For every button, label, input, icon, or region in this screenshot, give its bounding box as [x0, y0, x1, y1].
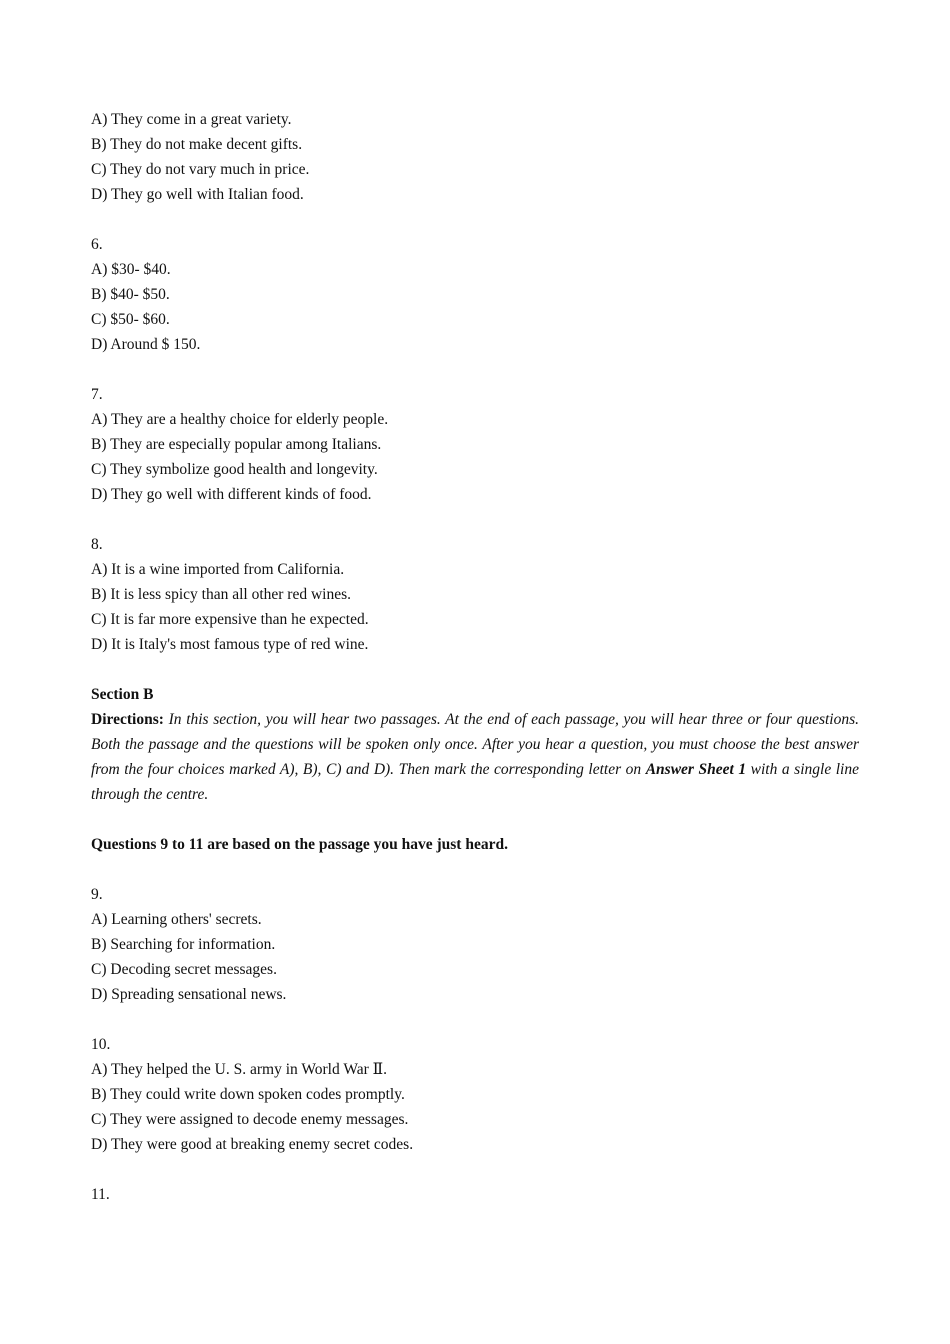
option-c: C) They do not vary much in price.	[91, 161, 310, 178]
question-number: 9.	[91, 886, 103, 903]
option-a: A) Learning others' secrets.	[91, 911, 262, 928]
option-c: C) They were assigned to decode enemy messages.	[91, 1111, 409, 1128]
option-a: A) It is a wine imported from California.	[91, 561, 345, 578]
question-9	[91, 882, 859, 1007]
section-title: Section B	[91, 686, 154, 703]
directions	[91, 707, 859, 807]
option-b: B) It is less spicy than all other red wines.	[91, 586, 352, 603]
option-c: C) They symbolize good health and longevity.	[91, 461, 378, 478]
option-c: C) Decoding secret messages.	[91, 961, 277, 978]
question-6	[91, 232, 859, 357]
option-a: A) $30- $40.	[91, 261, 171, 278]
question-group-heading: Questions 9 to 11 are based on the passage you have just heard.	[91, 836, 508, 853]
option-d: D) They go well with different kinds of food.	[91, 486, 372, 503]
question-number: 8.	[91, 536, 103, 553]
question-11	[91, 1182, 859, 1207]
option-a: A) They are a healthy choice for elderly people.	[91, 411, 389, 428]
option-b: B) $40- $50.	[91, 286, 170, 303]
directions-text: In this section, you will hear two passages. At the end of each passage, you will hear three or four questions. Both the passage and the questions will be spoken only once. After you hear a question, you must choose the best answer from the four choices marked A), B), C) and D). Then mark the corresponding letter on	[91, 711, 859, 778]
question-number: 6.	[91, 236, 103, 253]
option-b: B) They do not make decent gifts.	[91, 136, 303, 153]
question-number: 10.	[91, 1036, 111, 1053]
question-number: 7.	[91, 386, 103, 403]
exam-page	[91, 107, 859, 1207]
option-b: B) Searching for information.	[91, 936, 276, 953]
directions-label: Directions:	[91, 711, 164, 728]
option-d: D) It is Italy's most famous type of red wine.	[91, 636, 369, 653]
option-c: C) $50- $60.	[91, 311, 170, 328]
option-a: A) They come in a great variety.	[91, 111, 292, 128]
option-d: D) Spreading sensational news.	[91, 986, 287, 1003]
option-a: A) They helped the U. S. army in World War Ⅱ.	[91, 1061, 388, 1078]
question-number: 11.	[91, 1186, 110, 1203]
question-10	[91, 1032, 859, 1157]
section-b	[91, 682, 859, 857]
option-b: B) They are especially popular among Italians.	[91, 436, 382, 453]
option-d: D) They were good at breaking enemy secret codes.	[91, 1136, 414, 1153]
option-c: C) It is far more expensive than he expected.	[91, 611, 369, 628]
option-d: D) Around $ 150.	[91, 336, 201, 353]
question-7	[91, 382, 859, 507]
answer-sheet-label: Answer Sheet 1	[645, 761, 747, 778]
option-b: B) They could write down spoken codes promptly.	[91, 1086, 405, 1103]
question-5	[91, 107, 859, 207]
option-d: D) They go well with Italian food.	[91, 186, 304, 203]
directions-tail: with a single line through the centre.	[91, 761, 859, 803]
question-8	[91, 532, 859, 657]
